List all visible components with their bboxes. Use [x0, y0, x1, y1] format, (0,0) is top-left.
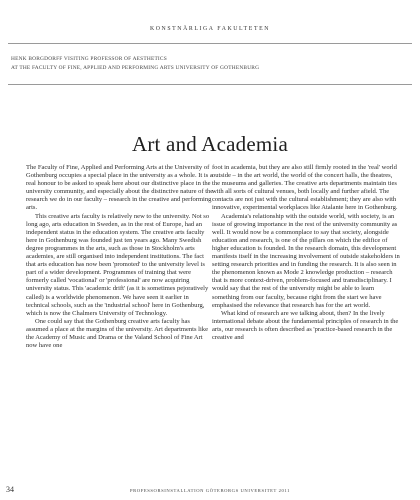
paragraph: Academia's relationship with the outside world, with society, is an issue of growing importance in the rest of the university community as well. It would now be a commonplace to say that society, alongside education and research, is one of the pillars on which the edifice of higher education is founded. In the research domain, this development manifests itself in the increasing involvement of outside stakeholders in setting research priorities and in funding the research. It is also seen in the phenomenon known as Mode 2 knowledge production – research that is more context-driven, problem-focused and transdisciplinary. I would say that the rest of the university might be able to learn something from our faculty, because right from the start we have emphasised the relevance that research has for the art world. — [212, 212, 400, 309]
page-number: 34 — [6, 485, 14, 494]
running-header: KONSTNÄRLIGA FAKULTETEN — [149, 26, 271, 32]
author-byline — [11, 55, 259, 73]
paragraph: foot in academia, but they are also still firmly rooted in the 'real' world outside – in the art world, the world of the concert halls, the theatres, the museums and galleries. The creative arts departments maintain ties with all sorts of cultural venues, both locally and further afield. The contacts are not just with the cultural establishment; they are also with innovative, experimental workplaces like Atalante here in Gothenburg. — [212, 164, 398, 212]
byline-line-1: HENK BORGDORFF VISITING PROFESSOR OF AESTHETICS — [11, 56, 167, 62]
byline-line-2: AT THE FACULTY OF FINE, APPLIED AND PERFORMING ARTS UNIVERSITY OF GOTHENBURG — [11, 65, 260, 71]
article-title: Art and Academia — [132, 132, 288, 156]
paragraph: What kind of research are we talking about, then? In the lively international debate about the fundamental principles of research in the arts, our research is often described as 'practice-based research in the creative and — [212, 309, 399, 341]
paragraph: This creative arts faculty is relatively new to the university. Not so long ago, arts education in Sweden, as in the rest of Europe, had an independent status in the education system. The creative arts faculty here in Gothenburg was founded just ten years ago. Many Swedish degree programmes in the arts, such as those in Stockholm's arts academies, are still organised into independent institutions. The fact that arts education has now been 'promoted' to the university level is part of a wider development. Programmes of training that were formerly called 'vocational' or 'professional' are now acquiring university status. This 'academic drift' (as it is sometimes pejoratively called) is a worldwide phenomenon. We have seen it earlier in technical schools, such as the 'industrial school' here in Gothenburg, which is now the Chalmers University of Technology. — [26, 212, 210, 317]
paragraph: The Faculty of Fine, Applied and Performing Arts at the University of Gothenburg occupies a special place in the university as a whole. It is a real honour to be asked to speak here about our distinctive place in the university community, and especially about the distinctive nature of the research we do in our faculty – research in the creative and performing arts. — [26, 164, 214, 212]
header-rule — [8, 43, 412, 44]
right-column — [212, 164, 400, 342]
byline-rule — [8, 84, 412, 85]
left-column — [26, 164, 214, 350]
paragraph: One could say that the Gothenburg creative arts faculty has assumed a place at the margins of the university. Art departments like the Academy of Music and Drama or the Valand School of Fine Art now have one — [26, 317, 208, 350]
running-footer: PROFESSORSINSTALLATION GÖTEBORGS UNIVERSITET 2011 — [129, 488, 291, 493]
